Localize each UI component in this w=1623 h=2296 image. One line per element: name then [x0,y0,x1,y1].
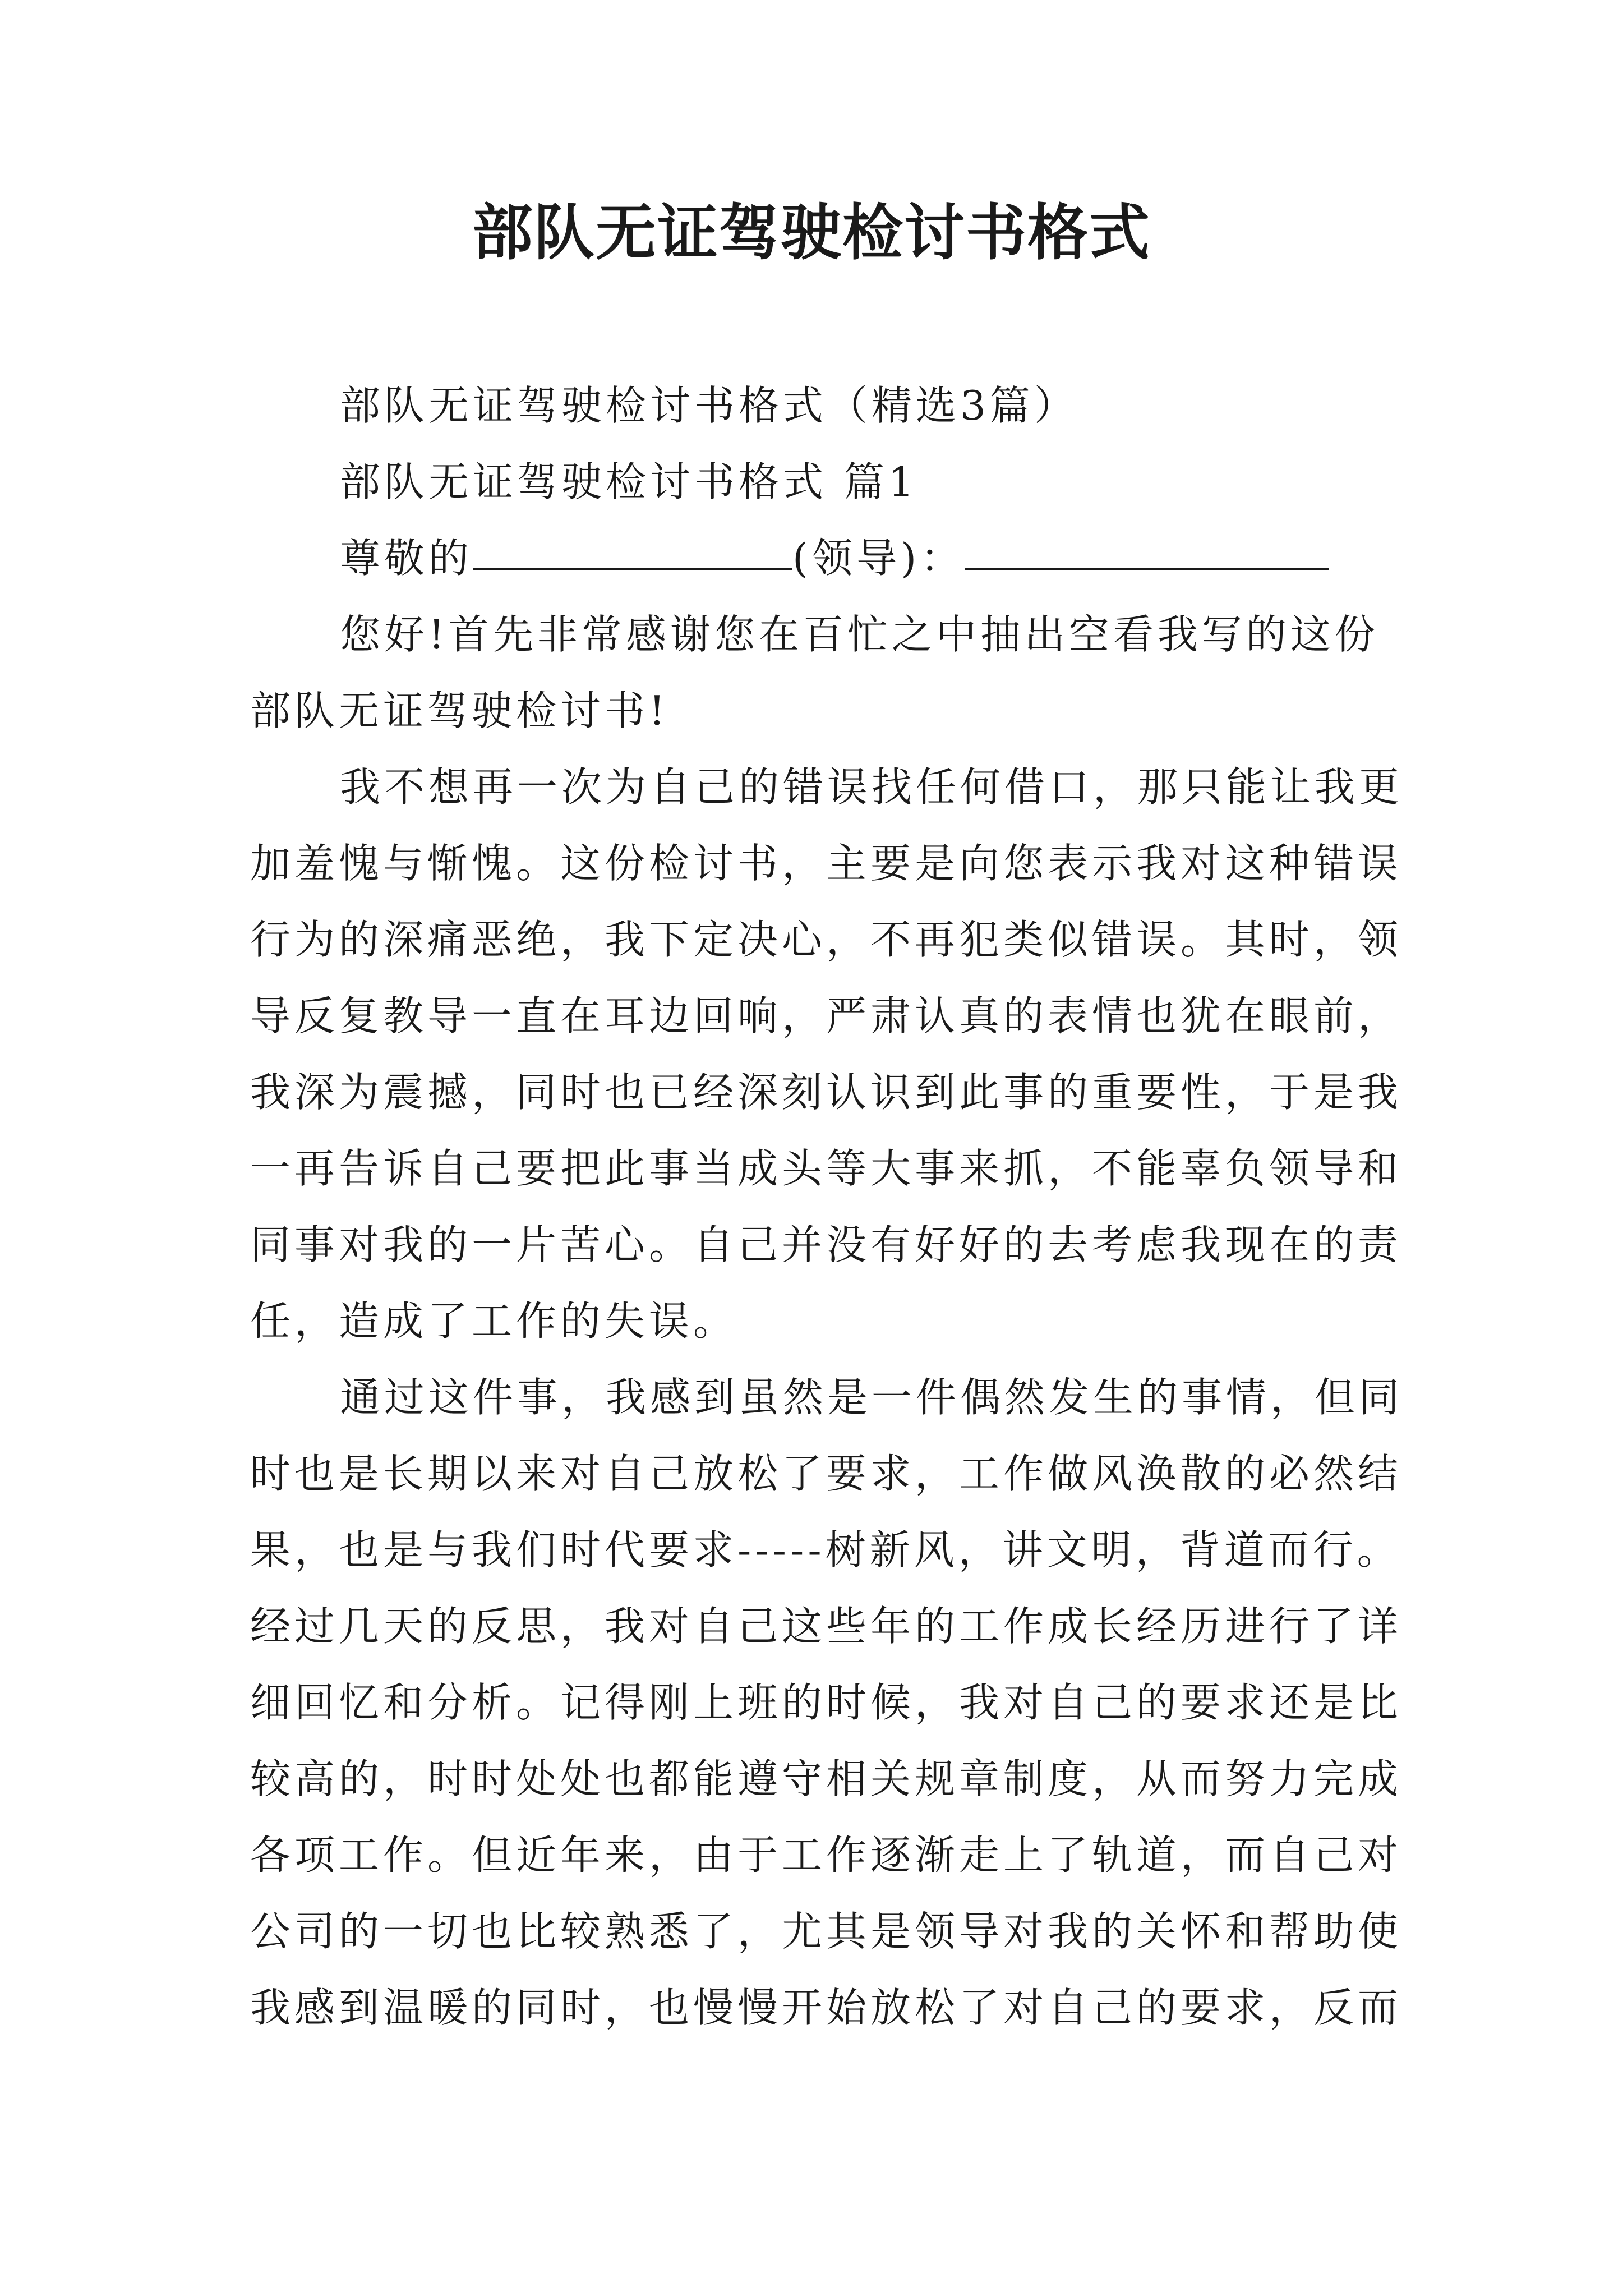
salutation-middle: (领导)： [792,535,965,582]
paragraph-line: 通过这件事，我感到虽然是一件偶然发生的事情，但同 [340,1374,1404,1421]
paragraph-line: 经过几天的反思，我对自己这些年的工作成长经历进行了详 [250,1603,1403,1650]
paragraph-line: 任，造成了工作的失误。 [250,1297,738,1345]
paragraph-line: 我感到温暖的同时，也慢慢开始放松了对自己的要求，反而 [250,1984,1403,2031]
paragraph-line: 时也是长期以来对自己放松了要求，工作做风涣散的必然结 [250,1450,1403,1497]
document-body [250,367,1404,2046]
paragraph-line: 我不想再一次为自己的错误找任何借口，那只能让我更 [340,763,1404,811]
section-heading: 部队无证驾驶检讨书格式 篇1 [340,458,918,505]
paragraph-line: 您好!首先非常感谢您在百忙之中抽出空看我写的这份 [340,611,1379,658]
salutation-line [250,520,1389,596]
paragraph-3 [250,1359,1404,2046]
paragraph-line: 部队无证驾驶检讨书! [250,687,669,734]
paragraph-line: 我深为震撼，同时也已经深刻认识到此事的重要性，于是我 [250,1069,1403,1116]
salutation-prefix: 尊敬的 [340,535,473,582]
recipient-blank [473,520,792,570]
paragraph-line: 各项工作。但近年来，由于工作逐渐走上了轨道，而自己对 [250,1832,1403,1879]
document-subtitle: 部队无证驾驶检讨书格式（精选3篇） [340,382,1078,429]
paragraph-line: 行为的深痛恶绝，我下定决心，不再犯类似错误。其时，领 [250,916,1403,963]
document-title: 部队无证驾驶检讨书格式 [472,197,1151,268]
paragraph-line: 加羞愧与惭愧。这份检讨书，主要是向您表示我对这种错误 [250,840,1403,887]
paragraph-line: 导反复教导一直在耳边回响，严肃认真的表情也犹在眼前， [250,992,1403,1039]
paragraph-line: 较高的，时时处处也都能遵守相关规章制度，从而努力完成 [250,1755,1403,1802]
paragraph-line: 公司的一切也比较熟悉了，尤其是领导对我的关怀和帮助使 [250,1908,1403,1955]
paragraph-line: 细回忆和分析。记得刚上班的时候，我对自己的要求还是比 [250,1679,1403,1726]
paragraph-1 [250,596,1389,749]
leader-name-blank [965,520,1329,570]
paragraph-line: 果，也是与我们时代要求-----树新风，讲文明，背道而行。 [250,1526,1401,1573]
paragraph-line: 同事对我的一片苦心。自己并没有好好的去考虑我现在的责 [250,1221,1403,1268]
paragraph-line: 一再告诉自己要把此事当成头等大事来抓，不能辜负领导和 [250,1145,1403,1192]
paragraph-2 [250,749,1404,1359]
